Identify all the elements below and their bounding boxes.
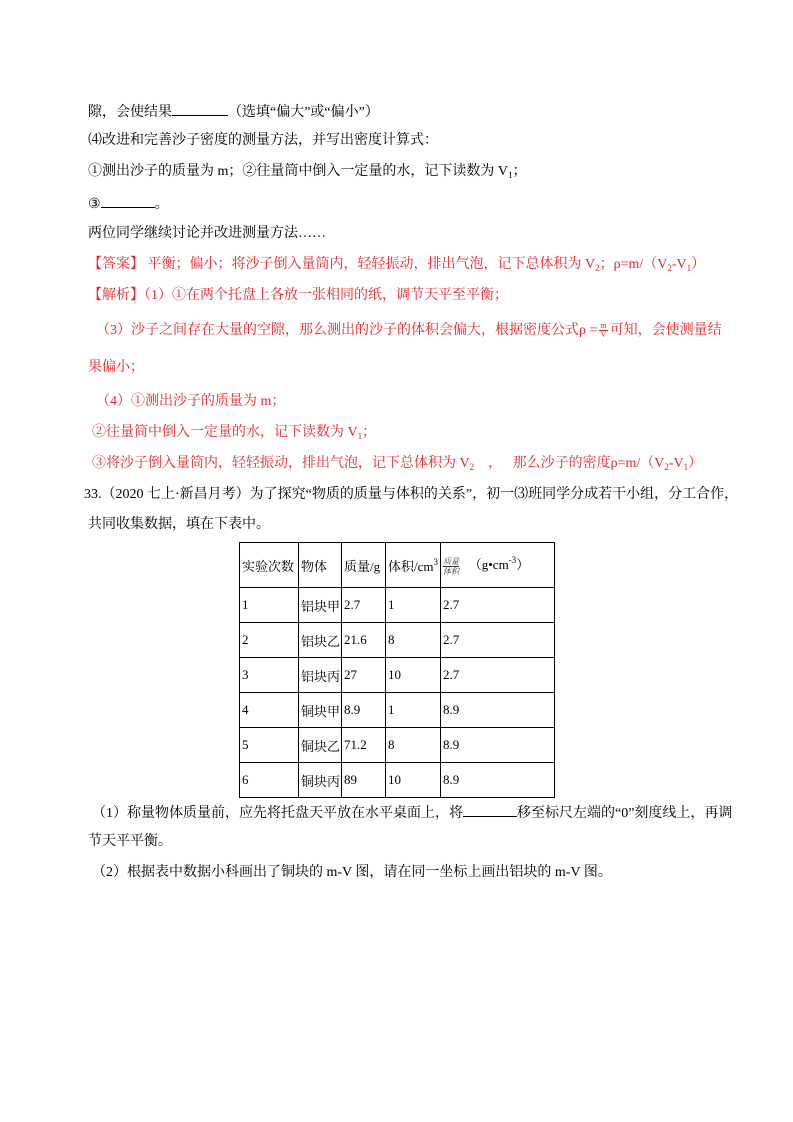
table-cell: 铝块乙 [299, 623, 342, 658]
data-table [239, 542, 555, 798]
table-row [240, 623, 555, 658]
table-cell: 10 [386, 763, 441, 798]
text: ） [688, 456, 703, 471]
analysis-label: 【解析】 [88, 288, 144, 303]
table-header-row [240, 543, 555, 588]
fraction-numerator: 质量 [443, 556, 459, 566]
table-cell: 8.9 [441, 693, 555, 728]
text: ①测出沙子的质量为 m；②往量筒中倒入一定量的水，记下读数为 V [88, 164, 508, 179]
subscript: 2 [469, 462, 475, 472]
text: ③ [88, 197, 101, 212]
analysis-line [96, 321, 722, 341]
answer-label: 【答案】 [88, 257, 144, 272]
table-cell: 2.7 [441, 623, 555, 658]
text: ；ρ=m/（V [599, 257, 668, 272]
text: 可知，会使测量结 [609, 323, 722, 338]
analysis-line [88, 286, 508, 306]
table-cell: 21.6 [342, 623, 386, 658]
table-cell: 71.2 [342, 728, 386, 763]
table-cell: 8.9 [441, 763, 555, 798]
header-cell [386, 543, 441, 588]
header-cell: 质量/g [342, 543, 386, 588]
table-cell: 1 [386, 693, 441, 728]
subscript: 1 [508, 170, 513, 180]
table-cell: 1 [240, 588, 299, 623]
table-cell: 2 [240, 623, 299, 658]
table-cell: 1 [386, 588, 441, 623]
table-cell: 8 [386, 728, 441, 763]
question-33-title: 33.（2020 七上·新昌月考）为了探究“物质的质量与体积的关系”，初一⑶班同学分成若干小组，分工合作， [84, 487, 739, 502]
answer-line [88, 255, 705, 275]
header-cell: 物体 [299, 543, 342, 588]
text: （g•cm [468, 557, 509, 573]
analysis-line [92, 454, 702, 474]
analysis-line: 果偏小； [88, 360, 144, 375]
question-line: （2）根据表中数据小科画出了铜块的 m-V 图，请在同一坐标上画出铝块的 m-V 图。 [92, 865, 612, 880]
table-row [240, 588, 555, 623]
mass-volume-fraction [443, 557, 459, 576]
table-cell: 2.7 [342, 588, 386, 623]
question-line [88, 101, 379, 123]
table-cell: 铜块甲 [299, 693, 342, 728]
text: （1）称量物体质量前，应先将托盘天平放在水平桌面上，将 [92, 806, 463, 821]
subscript: 1 [357, 431, 363, 441]
subscript: 2 [664, 462, 669, 472]
text: （选填“偏大”或“偏小”） [228, 105, 379, 120]
table-cell: 5 [240, 728, 299, 763]
table-cell: 89 [342, 763, 386, 798]
analysis-line: （4）①测出沙子的质量为 m； [96, 394, 286, 409]
analysis-line [92, 423, 376, 443]
table-row [240, 763, 555, 798]
table-cell: 铜块乙 [299, 728, 342, 763]
text: ③将沙子倒入量筒内，轻轻振动，排出气泡，记下总体积为 V [92, 456, 470, 471]
table-row [240, 693, 555, 728]
fraction-numerator: m [600, 321, 607, 331]
question-line: 两位同学继续讨论并改进测量方法…… [88, 226, 326, 241]
question-line [92, 802, 732, 824]
subscript: 1 [686, 263, 692, 273]
table-cell: 2.7 [441, 588, 555, 623]
table-row [240, 728, 555, 763]
table-cell: 2.7 [441, 658, 555, 693]
text: -V [671, 257, 687, 272]
text: （3）沙子之间存在大量的空隙，那么测出的沙子的体积会偏大，根据密度公式ρ = [96, 323, 598, 338]
text: -V [668, 456, 684, 471]
table-cell: 27 [342, 658, 386, 693]
density-fraction [599, 322, 607, 339]
subscript: 2 [667, 263, 672, 273]
superscript: -3 [508, 555, 517, 566]
header-cell [441, 543, 555, 588]
table-cell: 6 [240, 763, 299, 798]
question-line: 共同收集数据，填在下表中。 [88, 517, 270, 532]
answer-blank [172, 101, 228, 116]
fraction-denominator: 体积 [443, 566, 459, 576]
text: 移至标尺左端的“0”刻度线上，再调 [517, 806, 733, 821]
table-cell: 8 [386, 623, 441, 658]
answer-blank [463, 802, 517, 817]
superscript: 3 [433, 556, 438, 567]
subscript: 1 [683, 462, 689, 472]
question-line [88, 162, 527, 182]
text: 。 [154, 197, 169, 212]
table-cell: 4 [240, 693, 299, 728]
table-row [240, 658, 555, 693]
table-cell: 10 [386, 658, 441, 693]
text: 体积/cm [388, 558, 434, 574]
table-cell: 铝块甲 [299, 588, 342, 623]
subscript: 2 [595, 263, 600, 273]
table-cell: 铜块丙 [299, 763, 342, 798]
table-cell: 铝块丙 [299, 658, 342, 693]
question-line: ⑷改进和完善沙子密度的测量方法，并写出密度计算式： [88, 133, 438, 148]
header-cell: 实验次数 [240, 543, 299, 588]
text: ； [512, 164, 527, 179]
table-cell: 8.9 [342, 693, 386, 728]
text: ， 那么沙子的密度ρ=m/（V [474, 456, 665, 471]
text: ； [362, 425, 377, 440]
answer-blank [101, 193, 155, 208]
question-line: 节天平平衡。 [88, 834, 172, 849]
table-cell: 8.9 [441, 728, 555, 763]
table-cell: 3 [240, 658, 299, 693]
text: 隙，会使结果 [88, 105, 172, 120]
text: （1）①在两个托盘上各放一张相同的纸，调节天平至平衡； [144, 288, 508, 303]
text: ） [516, 557, 530, 573]
text: ） [691, 257, 706, 272]
text: ②往量筒中倒入一定量的水，记下读数为 V [92, 425, 358, 440]
question-line [88, 193, 169, 215]
text: 平衡；偏小；将沙子倒入量筒内，轻轻振动，排出气泡，记下总体积为 V [144, 257, 596, 272]
fraction-denominator: V [600, 330, 607, 340]
